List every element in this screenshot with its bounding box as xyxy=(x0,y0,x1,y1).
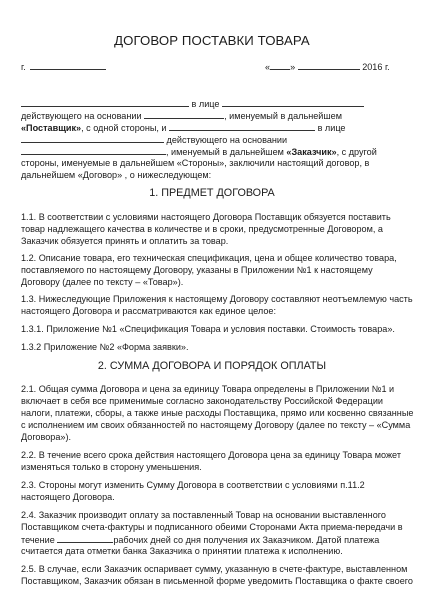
date-close-quote: » xyxy=(290,62,296,72)
preamble-text: , именуемый в дальнейшем xyxy=(166,147,284,157)
date-open-quote: « xyxy=(265,62,271,72)
clause-2-1-line: с исполнением им своих обязанностей по настоящему Договору (далее по тексту – «Сумма xyxy=(21,420,411,430)
clause-text: рабочих дней со дня получения их Заказчиком. Датой платежа xyxy=(113,535,380,545)
clause-2-1-line: налоги, платежи, сборы, а также иные расходы Поставщика, прямо или косвенно связанные xyxy=(21,408,414,418)
clause-1-1-line: 1.1. В соответствии с условиями настоящего Договора Поставщик обязуется поставить xyxy=(21,212,391,222)
clause-2-3-line: 2.3. Стороны могут изменить Сумму Договора в соответствии с условиями п.11.2 xyxy=(21,480,365,490)
clause-2-1-line: включает в себя все применимые согласно законодательству Российской Федерации xyxy=(21,396,384,406)
preamble-text: , с одной стороны, и xyxy=(81,123,167,133)
city-blank xyxy=(30,61,106,70)
preamble-text: , с другой xyxy=(336,147,377,157)
clause-2-1-line: Договора»). xyxy=(21,432,72,442)
clause-1-3-line: настоящего Договора и рассматриваются как единое целое: xyxy=(21,306,276,316)
party1-rep-blank xyxy=(222,98,364,107)
clause-2-1-line: 2.1. Общая сумма Договора и цена за единицу Товара определены в Приложении №1 и xyxy=(21,384,395,394)
clause-1-3-1: 1.3.1. Приложение №1 «Спецификация Товара и условия поставки. Стоимость товара». xyxy=(21,324,395,334)
clause-1-2-line: поставляемого по настоящему Договору, указаны в Приложении №1 к настоящему xyxy=(21,265,373,275)
date-year: 2016 г. xyxy=(362,62,390,72)
date-month-blank xyxy=(298,61,360,70)
preamble-line-3 xyxy=(21,122,346,134)
clause-2-2-line: изменяться только в сторону уменьшения. xyxy=(21,462,202,472)
preamble-line-5 xyxy=(21,146,377,158)
date-line xyxy=(265,61,390,73)
party2-name-blank xyxy=(169,122,315,131)
clause-text: течение xyxy=(21,535,55,545)
preamble-text: в лице xyxy=(317,123,346,133)
working-days-blank xyxy=(57,534,113,543)
supplier-term: «Поставщик» xyxy=(21,123,82,133)
preamble-text: действующего на основании xyxy=(166,135,288,145)
preamble-text: действующего на основании xyxy=(21,111,142,121)
clause-2-4-line: считается дата отметки банка Заказчика о принятии платежа к исполнению. xyxy=(21,546,343,556)
clause-2-3-line: настоящего Договора. xyxy=(21,492,115,502)
preamble-line-2 xyxy=(21,110,342,122)
clause-1-2-line: Договору (далее по тексту – «Товар»). xyxy=(21,277,184,287)
preamble-line-6: стороны, именуемые в дальнейшем «Стороны», заключили настоящий договор, в xyxy=(21,158,370,168)
party2-basis-blank xyxy=(21,146,166,155)
section-1-heading: 1. ПРЕДМЕТ ДОГОВОРА xyxy=(149,187,275,199)
preamble-line-4 xyxy=(21,134,287,146)
clause-2-2-line: 2.2. В течение всего срока действия настоящего Договора цена за единицу Товара может xyxy=(21,450,401,460)
section-2-heading: 2. СУММА ДОГОВОРА И ПОРЯДОК ОПЛАТЫ xyxy=(97,360,327,372)
document-title: ДОГОВОР ПОСТАВКИ ТОВАРА xyxy=(114,33,310,48)
clause-1-1-line: товар надлежащего качества в количестве и в сроки, предусмотренные Договором, а xyxy=(21,224,383,234)
clause-1-3-2: 1.3.2 Приложение №2 «Форма заявки». xyxy=(21,342,189,352)
preamble-text: в лице xyxy=(191,99,220,109)
preamble-line-1 xyxy=(21,98,364,110)
party1-name-blank xyxy=(21,98,189,107)
clause-1-3-line: 1.3. Нижеследующие Приложения к настоящему Договору составляют неотъемлемую часть xyxy=(21,294,413,304)
preamble-line-7: дальнейшем «Договор» , о нижеследующем: xyxy=(21,170,212,180)
clause-2-5-line: 2.5. В случае, если Заказчик оспаривает сумму, указанную в счете-фактуре, выставленном xyxy=(21,564,408,574)
clause-1-1-line: Заказчик обязуется принять и оплатить за товар. xyxy=(21,236,229,246)
party2-rep-blank xyxy=(21,134,164,143)
city-prefix: г. xyxy=(21,62,26,72)
clause-2-5-line: Поставщиком, Заказчик обязан в письменной форме уведомить Поставщика о факте своего xyxy=(21,576,413,586)
clause-1-2-line: 1.2. Описание товара, его техническая спецификация, цена и общее количество товара, xyxy=(21,253,397,263)
buyer-term: «Заказчик» xyxy=(286,147,337,157)
clause-2-4-line: Поставщиком счета-фактуры и подписанного обеими Сторонами Акта приема-передачи в xyxy=(21,522,403,532)
party1-basis-blank xyxy=(144,110,224,119)
clause-2-4-line: 2.4. Заказчик производит оплату за поставленный Товар на основании выставленного xyxy=(21,510,386,520)
city-line xyxy=(21,61,106,73)
date-day-blank xyxy=(270,61,290,70)
preamble-text: , именуемый в дальнейшем xyxy=(224,111,342,121)
clause-2-4-line xyxy=(21,534,379,546)
